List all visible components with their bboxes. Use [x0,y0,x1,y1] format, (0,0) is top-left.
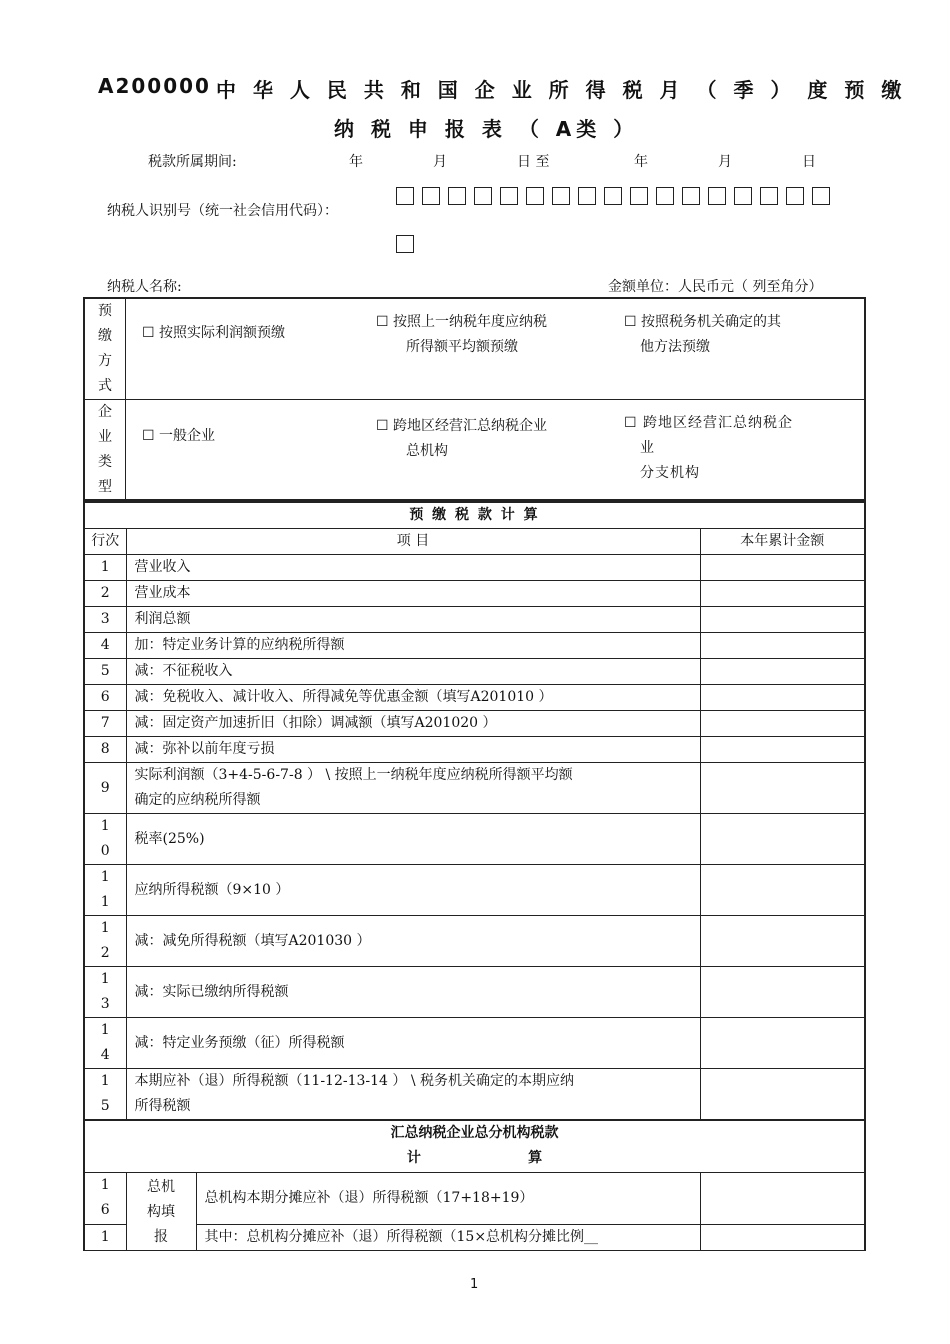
hq-fill-label: 总机 构填 报 [126,1172,196,1250]
id-digit-box[interactable] [422,187,440,205]
period-month-end: 月 [718,154,732,170]
table-row: 2 营业成本 [84,581,865,607]
taxpayer-id-boxes[interactable] [396,187,846,257]
period-year-start: 年 [349,154,363,170]
table-row: 9 实际利润额（3+4-5-6-7-8 ） \ 按照上一纳税年度应纳税所得额平均额 确定的应纳税所得额 [84,763,865,814]
enterprise-type-label: 企 业 类 型 [85,400,126,501]
id-digit-box[interactable] [578,187,596,205]
id-digit-box[interactable] [604,187,622,205]
id-digit-box[interactable] [396,235,414,253]
amount-cell[interactable] [700,916,865,967]
table-row: 1 其中：总机构分摊应补（退）所得税额（15×总机构分摊比例__ [84,1224,865,1250]
table-row: 3 利润总额 [84,607,865,633]
summary-section-title: 汇总纳税企业总分机构税款 计 算 [84,1120,865,1172]
amount-cell[interactable] [700,581,865,607]
period-day-to: 日 至 [517,154,550,170]
id-digit-box[interactable] [812,187,830,205]
period-day-end: 日 [802,154,816,170]
id-digit-box[interactable] [526,187,544,205]
id-digit-box[interactable] [448,187,466,205]
table-row: 1 0 税率(25%) [84,814,865,865]
id-digit-box[interactable] [500,187,518,205]
taxpayer-id-label: 纳税人识别号（统一社会信用代码）： [107,203,338,219]
table-row: 8 减：弥补以前年度亏损 [84,737,865,763]
amount-cell[interactable] [700,659,865,685]
col-header-no: 行次 [84,529,126,555]
enterprise-option-hq[interactable]: ☐ 跨地区经营汇总纳税企业 总机构 [368,400,616,501]
amount-cell[interactable] [700,967,865,1018]
amount-cell[interactable] [700,865,865,916]
form-title-line2: 纳 税 申 报 表 （ A类 ） [334,117,639,141]
table-row: 1 5 本期应补（退）所得税额（11-12-13-14 ） \ 税务机关确定的本期应纳 所得税额 [84,1069,865,1121]
amount-cell[interactable] [700,1224,865,1250]
table-row: 1 1 应纳所得税额（9×10 ） [84,865,865,916]
col-header-item: 项 目 [126,529,700,555]
id-digit-box[interactable] [734,187,752,205]
period-label: 税款所属期间: [148,154,237,170]
summary-table [83,1119,866,1251]
id-digit-box[interactable] [396,187,414,205]
id-digit-box[interactable] [552,187,570,205]
options-block [83,297,866,501]
amount-cell[interactable] [700,737,865,763]
prepay-option-actual-profit[interactable]: ☐ 按照实际利润额预缴 [126,299,369,400]
id-digit-box[interactable] [786,187,804,205]
id-digit-box[interactable] [682,187,700,205]
table-row: 1 6 总机 构填 报 总机构本期分摊应补（退）所得税额（17+18+19） [84,1172,865,1224]
amount-cell[interactable] [700,685,865,711]
table-row: 5 减：不征税收入 [84,659,865,685]
prepay-option-prior-year-average[interactable]: ☐ 按照上一纳税年度应纳税 所得额平均额预缴 [368,299,616,400]
amount-cell[interactable] [700,1069,865,1121]
id-digit-box[interactable] [760,187,778,205]
table-row: 6 减：免税收入、减计收入、所得减免等优惠金额（填写A201010 ） [84,685,865,711]
amount-cell[interactable] [700,763,865,814]
calc-section-title: 预 缴 税 款 计 算 [84,502,865,529]
id-digit-box[interactable] [656,187,674,205]
amount-cell[interactable] [700,1018,865,1069]
col-header-amount: 本年累计金额 [700,529,865,555]
form-title-line1: 中 华 人 民 共 和 国 企 业 所 得 税 月 （ 季 ） 度 预 缴 [216,78,907,102]
id-digit-box[interactable] [474,187,492,205]
prepay-method-label: 预 缴 方 式 [85,299,126,400]
id-digit-box[interactable] [708,187,726,205]
amount-cell[interactable] [700,555,865,581]
taxpayer-name-label: 纳税人名称: [107,279,182,295]
amount-cell[interactable] [700,711,865,737]
prepay-option-tax-authority[interactable]: ☐ 按照税务机关确定的其 他方法预缴 [616,299,864,400]
table-row: 4 加：特定业务计算的应纳税所得额 [84,633,865,659]
period-year-end: 年 [634,154,648,170]
page-number: 1 [470,1277,479,1292]
enterprise-option-branch[interactable]: ☐ 跨地区经营汇总纳税企 业 分支机构 [616,400,864,501]
amount-cell[interactable] [700,814,865,865]
enterprise-option-general[interactable]: ☐ 一般企业 [126,400,369,501]
table-row: 7 减：固定资产加速折旧（扣除）调减额（填写A201020 ） [84,711,865,737]
amount-cell[interactable] [700,1172,865,1224]
calc-table [83,501,866,1121]
amount-cell[interactable] [700,633,865,659]
amount-cell[interactable] [700,607,865,633]
amount-unit: 金额单位：人民币元（ 列至角分） [608,279,823,295]
table-row: 1 4 减：特定业务预缴（征）所得税额 [84,1018,865,1069]
id-digit-box[interactable] [630,187,648,205]
table-row: 1 2 减：减免所得税额（填写A201030 ） [84,916,865,967]
table-row: 1 营业收入 [84,555,865,581]
form-code: A200000 [98,74,211,98]
period-month-start: 月 [433,154,447,170]
table-row: 1 3 减：实际已缴纳所得税额 [84,967,865,1018]
